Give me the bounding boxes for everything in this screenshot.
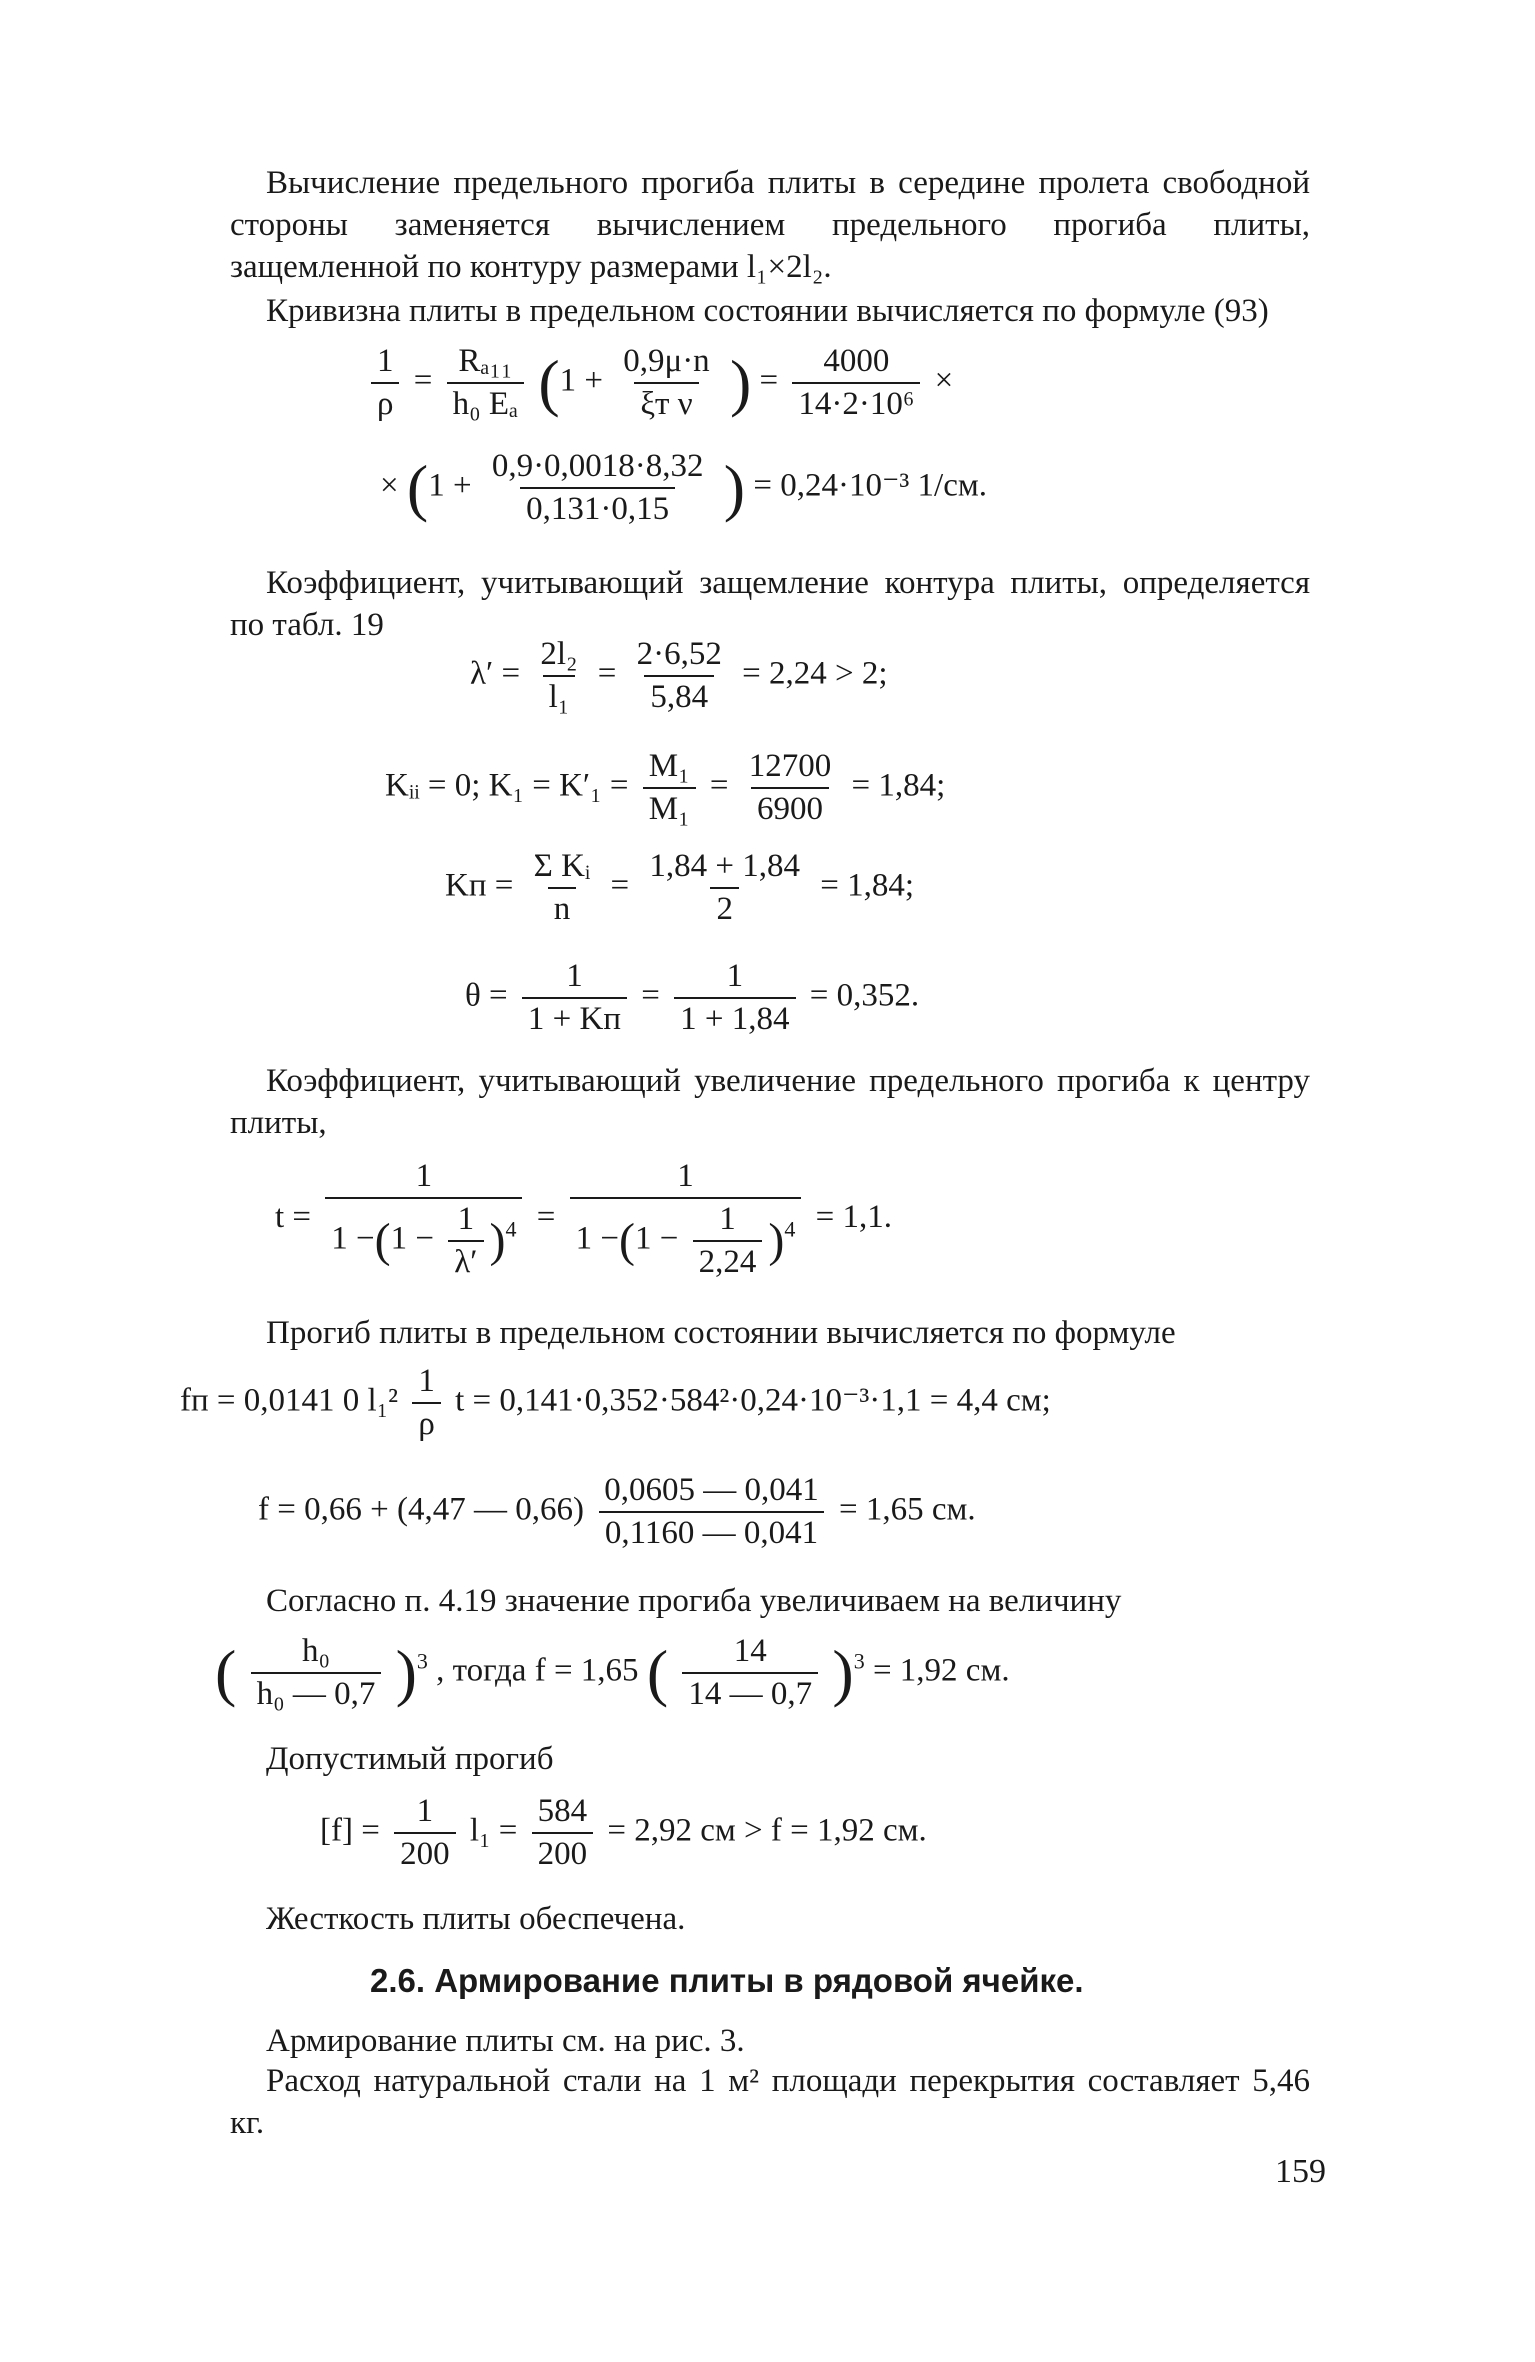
fraction: $\frac{4000}{\text{14·2·10⁶}}$ bbox=[792, 345, 920, 421]
paragraph-clamped-plate: Вычисление предельного прогиба плиты в середине пролета свободной стороны заменяется вычислением предельного прогиба плиты, защемленной по контуру размерами l₁×2l₂. bbox=[230, 165, 1310, 285]
paragraph-allowable: Допустимый прогиб bbox=[266, 1741, 554, 1777]
formula-theta: θ = $\frac{1}{1 + Kп}$ = $\frac{1}{1 + 1,84}$ = 0,352. bbox=[465, 958, 920, 1037]
formula-h: ( $\frac{\text{h₀}}{\text{h₀ — 0,7}}$ )$^3$ , тогда f = 1,65 ( $\frac{14}{14 — 0,7}$ )$^3$ = 1,92 см. bbox=[215, 1633, 1010, 1712]
fraction: $\frac{\text{Rₐ₁₁}}{\text{h₀ Eₐ}}$ bbox=[447, 345, 524, 421]
fraction: $\frac{0,9\mu\cdot n}{\text{ξт ν}}$ bbox=[623, 343, 710, 422]
section-heading: 2.6. Армирование плиты в рядовой ячейке. bbox=[370, 1962, 1084, 1999]
paragraph-center-coefficient: Коэффициент, учитывающий увеличение предельного прогиба к центру плиты, bbox=[230, 1063, 1310, 1141]
formula-lambda: λ′ = $\frac{\text{2l₂}}{\text{l₁}}$ = $\frac{2\cdot 6,52}{5,84}$ = 2,24 > 2; bbox=[470, 636, 888, 715]
paragraph-coefficient: Коэффициент, учитывающий защемление контура плиты, определяется по табл. 19 bbox=[230, 565, 1310, 643]
formula-curvature-2: × (1 + $\frac{0,9\cdot 0,0018\cdot 8,32}{0,131\cdot 0,15}$ ) = 0,24·10⁻³ 1/см. bbox=[380, 448, 987, 527]
paragraph-reinforcement: Армирование плиты см. на рис. 3. bbox=[266, 2023, 745, 2059]
fraction: $\frac{0,9\cdot 0,0018\cdot 8,32}{0,131\cdot 0,15}$ bbox=[491, 448, 704, 527]
formula-f: f = 0,66 + (4,47 — 0,66) $\frac{0,0605 — 0,041}{0,1160 — 0,041}$ = 1,65 см. bbox=[258, 1472, 976, 1551]
formula-k1: Kᵢᵢ = 0; K₁ = K′₁ = $\frac{\text{M₁}}{\text{M₁}}$ = $\frac{12700}{6900}$ = 1,84; bbox=[385, 748, 946, 827]
fraction: $\frac{1}{\rho}$ bbox=[371, 345, 400, 421]
paragraph-stiffness: Жесткость плиты обеспечена. bbox=[266, 1901, 686, 1937]
formula-fp: fп = 0,0141 0 l₁² $\frac{1}{\rho}$ t = 0,141·0,352·584²·0,24·10⁻³·1,1 = 4,4 см; bbox=[180, 1363, 1051, 1442]
formula-curvature-1: $\frac{1}{\rho}$ = $\frac{\text{Rₐ₁₁}}{\text{h₀ Eₐ}}$ (1 + $\frac{0,9\mu\cdot n}{\text{ξт ν}}$ ) = $\frac{4000}{\text{14·2·10⁶}}$ × bbox=[365, 345, 953, 421]
page-number: 159 bbox=[1275, 2153, 1326, 2190]
formula-t: t = 1 1 −(1 − $\frac{1}{\lambda'}$ )$^4$ = 1 1 −(1 − $\frac{1}{2,24}$ )$^4$ = 1,1. bbox=[275, 1158, 892, 1280]
paragraph-deflection-formula: Прогиб плиты в предельном состоянии вычисляется по формуле bbox=[266, 1315, 1176, 1351]
formula-allowable: [f] = $\frac{1}{200}$ l₁ = $\frac{584}{200}$ = 2,92 см > f = 1,92 см. bbox=[320, 1793, 927, 1872]
paragraph-increase: Согласно п. 4.19 значение прогиба увеличиваем на величину bbox=[266, 1583, 1122, 1619]
formula-kn: Kп = $\frac{\text{Σ Kᵢ}}{n}$ = $\frac{1,84 + 1,84}{2}$ = 1,84; bbox=[445, 848, 915, 927]
paragraph-curvature-intro: Кривизна плиты в предельном состоянии вычисляется по формуле (93) bbox=[266, 293, 1269, 329]
paragraph-steel-consumption: Расход натуральной стали на 1 м² площади перекрытия составляет 5,46 кг. bbox=[230, 2063, 1310, 2141]
